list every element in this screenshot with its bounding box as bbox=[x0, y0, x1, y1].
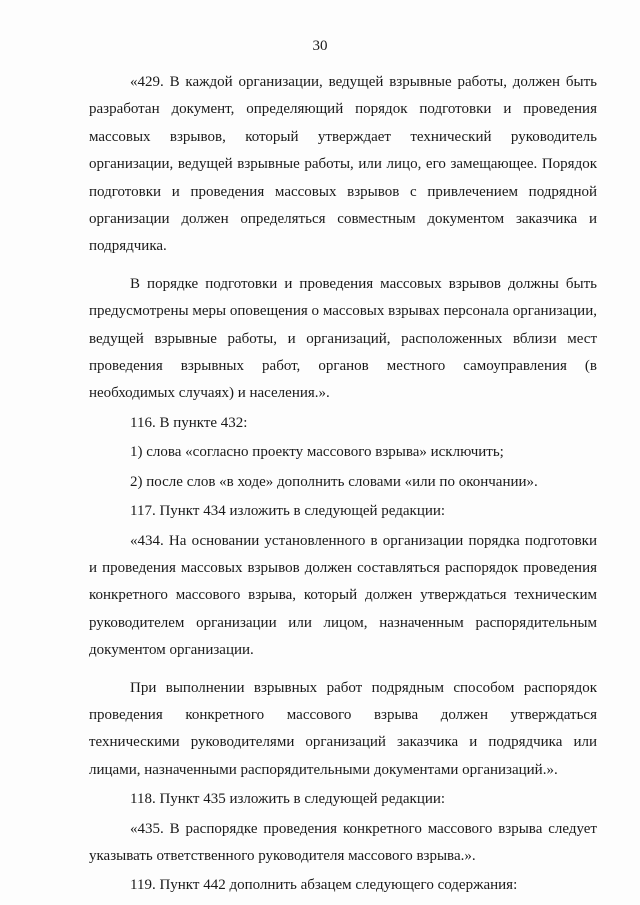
paragraph-item-116-1: 1) слова «согласно проекту массового взрыва» исключить; bbox=[130, 444, 504, 461]
paragraph-item-117: 117. Пункт 434 изложить в следующей редакции: bbox=[130, 503, 446, 520]
document-body bbox=[89, 69, 597, 900]
paragraph-429: «429. В каждой организации, ведущей взрывные работы, должен быть разработан документ, определяющий порядок подготовки и проведения массовых взрывов, который утверждает технический руководитель организации, ведущей взрывные работы, или лицо, его замещающее. Порядок подготовки и проведения массовых взрывов с привлечением подрядной организации должен определяться совместным документом заказчика и подрядчика. bbox=[89, 74, 597, 255]
paragraph-434: «434. На основании установленного в организации порядка подготовки и проведения массовых взрывов должен составляться распорядок проведения конкретного массового взрыва, который должен утверждаться техническим руководителем организации или лицом, назначенным распорядительным документом организации. bbox=[89, 532, 597, 659]
paragraph-434-contractor: При выполнении взрывных работ подрядным способом распорядок проведения конкретного массового взрыва должен утверждаться техническими руководителями организаций заказчика и подрядчика или лицами, назначенными распорядительными документами организаций.». bbox=[89, 679, 597, 778]
paragraph-429-notification: В порядке подготовки и проведения массовых взрывов должны быть предусмотрены меры оповещения о массовых взрывах персонала организации, ведущей взрывные работы, и организаций, расположенных вблизи мест проведения взрывных работ, органов местного самоуправления (в необходимых случаях) и населения.». bbox=[89, 275, 597, 402]
paragraph-435: «435. В распорядке проведения конкретного массового взрыва следует указывать ответственного руководителя массового взрыва.». bbox=[89, 820, 597, 864]
paragraph-item-118: 118. Пункт 435 изложить в следующей редакции: bbox=[130, 791, 446, 808]
paragraph-item-116: 116. В пункте 432: bbox=[130, 414, 248, 431]
page-number: 30 bbox=[312, 38, 328, 54]
paragraph-item-119: 119. Пункт 442 дополнить абзацем следующего содержания: bbox=[130, 877, 518, 894]
paragraph-item-116-2: 2) после слов «в ходе» дополнить словами «или по окончании». bbox=[130, 473, 538, 490]
